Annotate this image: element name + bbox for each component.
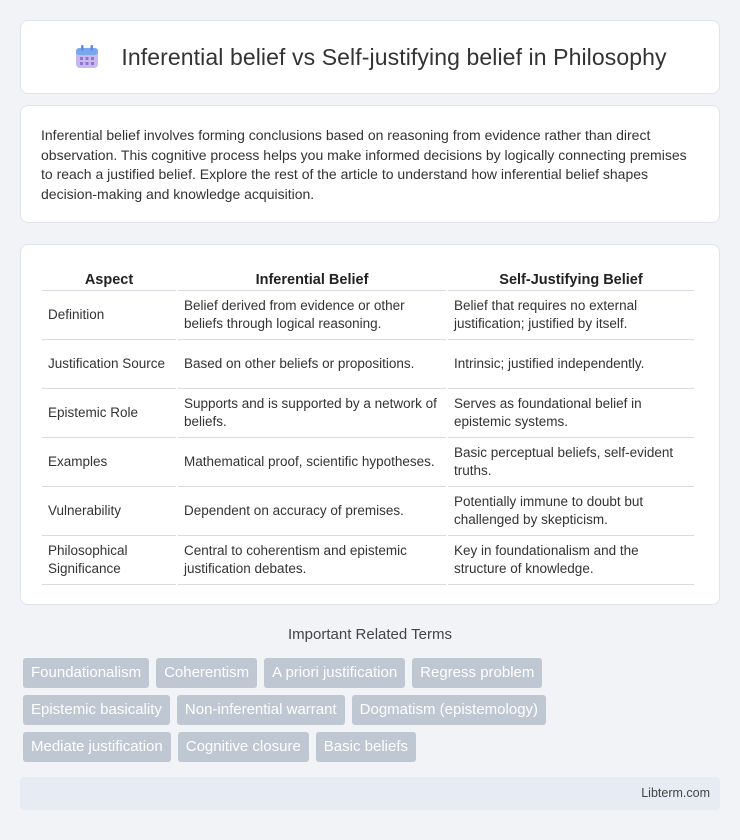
table-cell: Philosophical Significance <box>42 536 176 585</box>
page-title: Inferential belief vs Self-justifying belief in Philosophy <box>121 43 667 70</box>
table-cell: Key in foundationalism and the structure of knowledge. <box>448 536 694 585</box>
calendar-grid-icon <box>73 43 101 71</box>
related-term-tag[interactable]: Coherentism <box>156 658 257 688</box>
related-term-tag[interactable]: Foundationalism <box>23 658 149 688</box>
related-term-tag[interactable]: Regress problem <box>412 658 542 688</box>
table-row <box>42 438 694 487</box>
related-term-tag[interactable]: Non-inferential warrant <box>177 695 345 725</box>
related-term-tag[interactable]: Dogmatism (epistemology) <box>352 695 546 725</box>
related-term-tag[interactable]: A priori justification <box>264 658 405 688</box>
table-cell: Belief that requires no external justification; justified by itself. <box>448 291 694 340</box>
intro-card <box>20 105 720 223</box>
table-cell: Mathematical proof, scientific hypotheses. <box>178 438 446 487</box>
table-cell: Serves as foundational belief in epistemic systems. <box>448 389 694 438</box>
related-term-tag[interactable]: Basic beliefs <box>316 732 416 762</box>
table-row <box>42 487 694 536</box>
table-cell: Potentially immune to doubt but challenged by skepticism. <box>448 487 694 536</box>
related-terms-title: Important Related Terms <box>288 626 452 643</box>
table-cell: Justification Source <box>42 340 176 389</box>
table-cell: Intrinsic; justified independently. <box>448 340 694 389</box>
related-term-tag[interactable]: Mediate justification <box>23 732 171 762</box>
footer <box>20 777 720 810</box>
table-row <box>42 291 694 340</box>
table-cell: Basic perceptual beliefs, self-evident truths. <box>448 438 694 487</box>
table-cell: Definition <box>42 291 176 340</box>
table-header-row <box>42 265 694 291</box>
related-term-tag[interactable]: Cognitive closure <box>178 732 309 762</box>
table-cell: Examples <box>42 438 176 487</box>
comparison-card <box>20 244 720 605</box>
table-cell: Central to coherentism and epistemic justification debates. <box>178 536 446 585</box>
table-cell: Dependent on accuracy of premises. <box>178 487 446 536</box>
column-header-self-justifying: Self-Justifying Belief <box>448 265 694 291</box>
table-row <box>42 389 694 438</box>
table-cell: Vulnerability <box>42 487 176 536</box>
table-row <box>42 536 694 585</box>
related-term-tag[interactable]: Epistemic basicality <box>23 695 170 725</box>
table-cell: Based on other beliefs or propositions. <box>178 340 446 389</box>
comparison-table <box>40 265 696 585</box>
table-cell: Belief derived from evidence or other beliefs through logical reasoning. <box>178 291 446 340</box>
table-cell: Supports and is supported by a network of beliefs. <box>178 389 446 438</box>
footer-site-link[interactable]: Libterm.com <box>641 786 710 800</box>
table-cell: Epistemic Role <box>42 389 176 438</box>
related-terms-list <box>23 658 723 769</box>
header-card <box>20 20 720 94</box>
intro-text: Inferential belief involves forming conclusions based on reasoning from evidence rather than direct observation. This cognitive process helps you make informed decisions by logically connecting premises to reach a justified belief. Explore the rest of the article to understand how inferential belief shapes decision-making and knowledge acquisition. <box>41 127 687 202</box>
column-header-inferential: Inferential Belief <box>178 265 446 291</box>
column-header-aspect: Aspect <box>42 265 176 291</box>
table-row <box>42 340 694 389</box>
